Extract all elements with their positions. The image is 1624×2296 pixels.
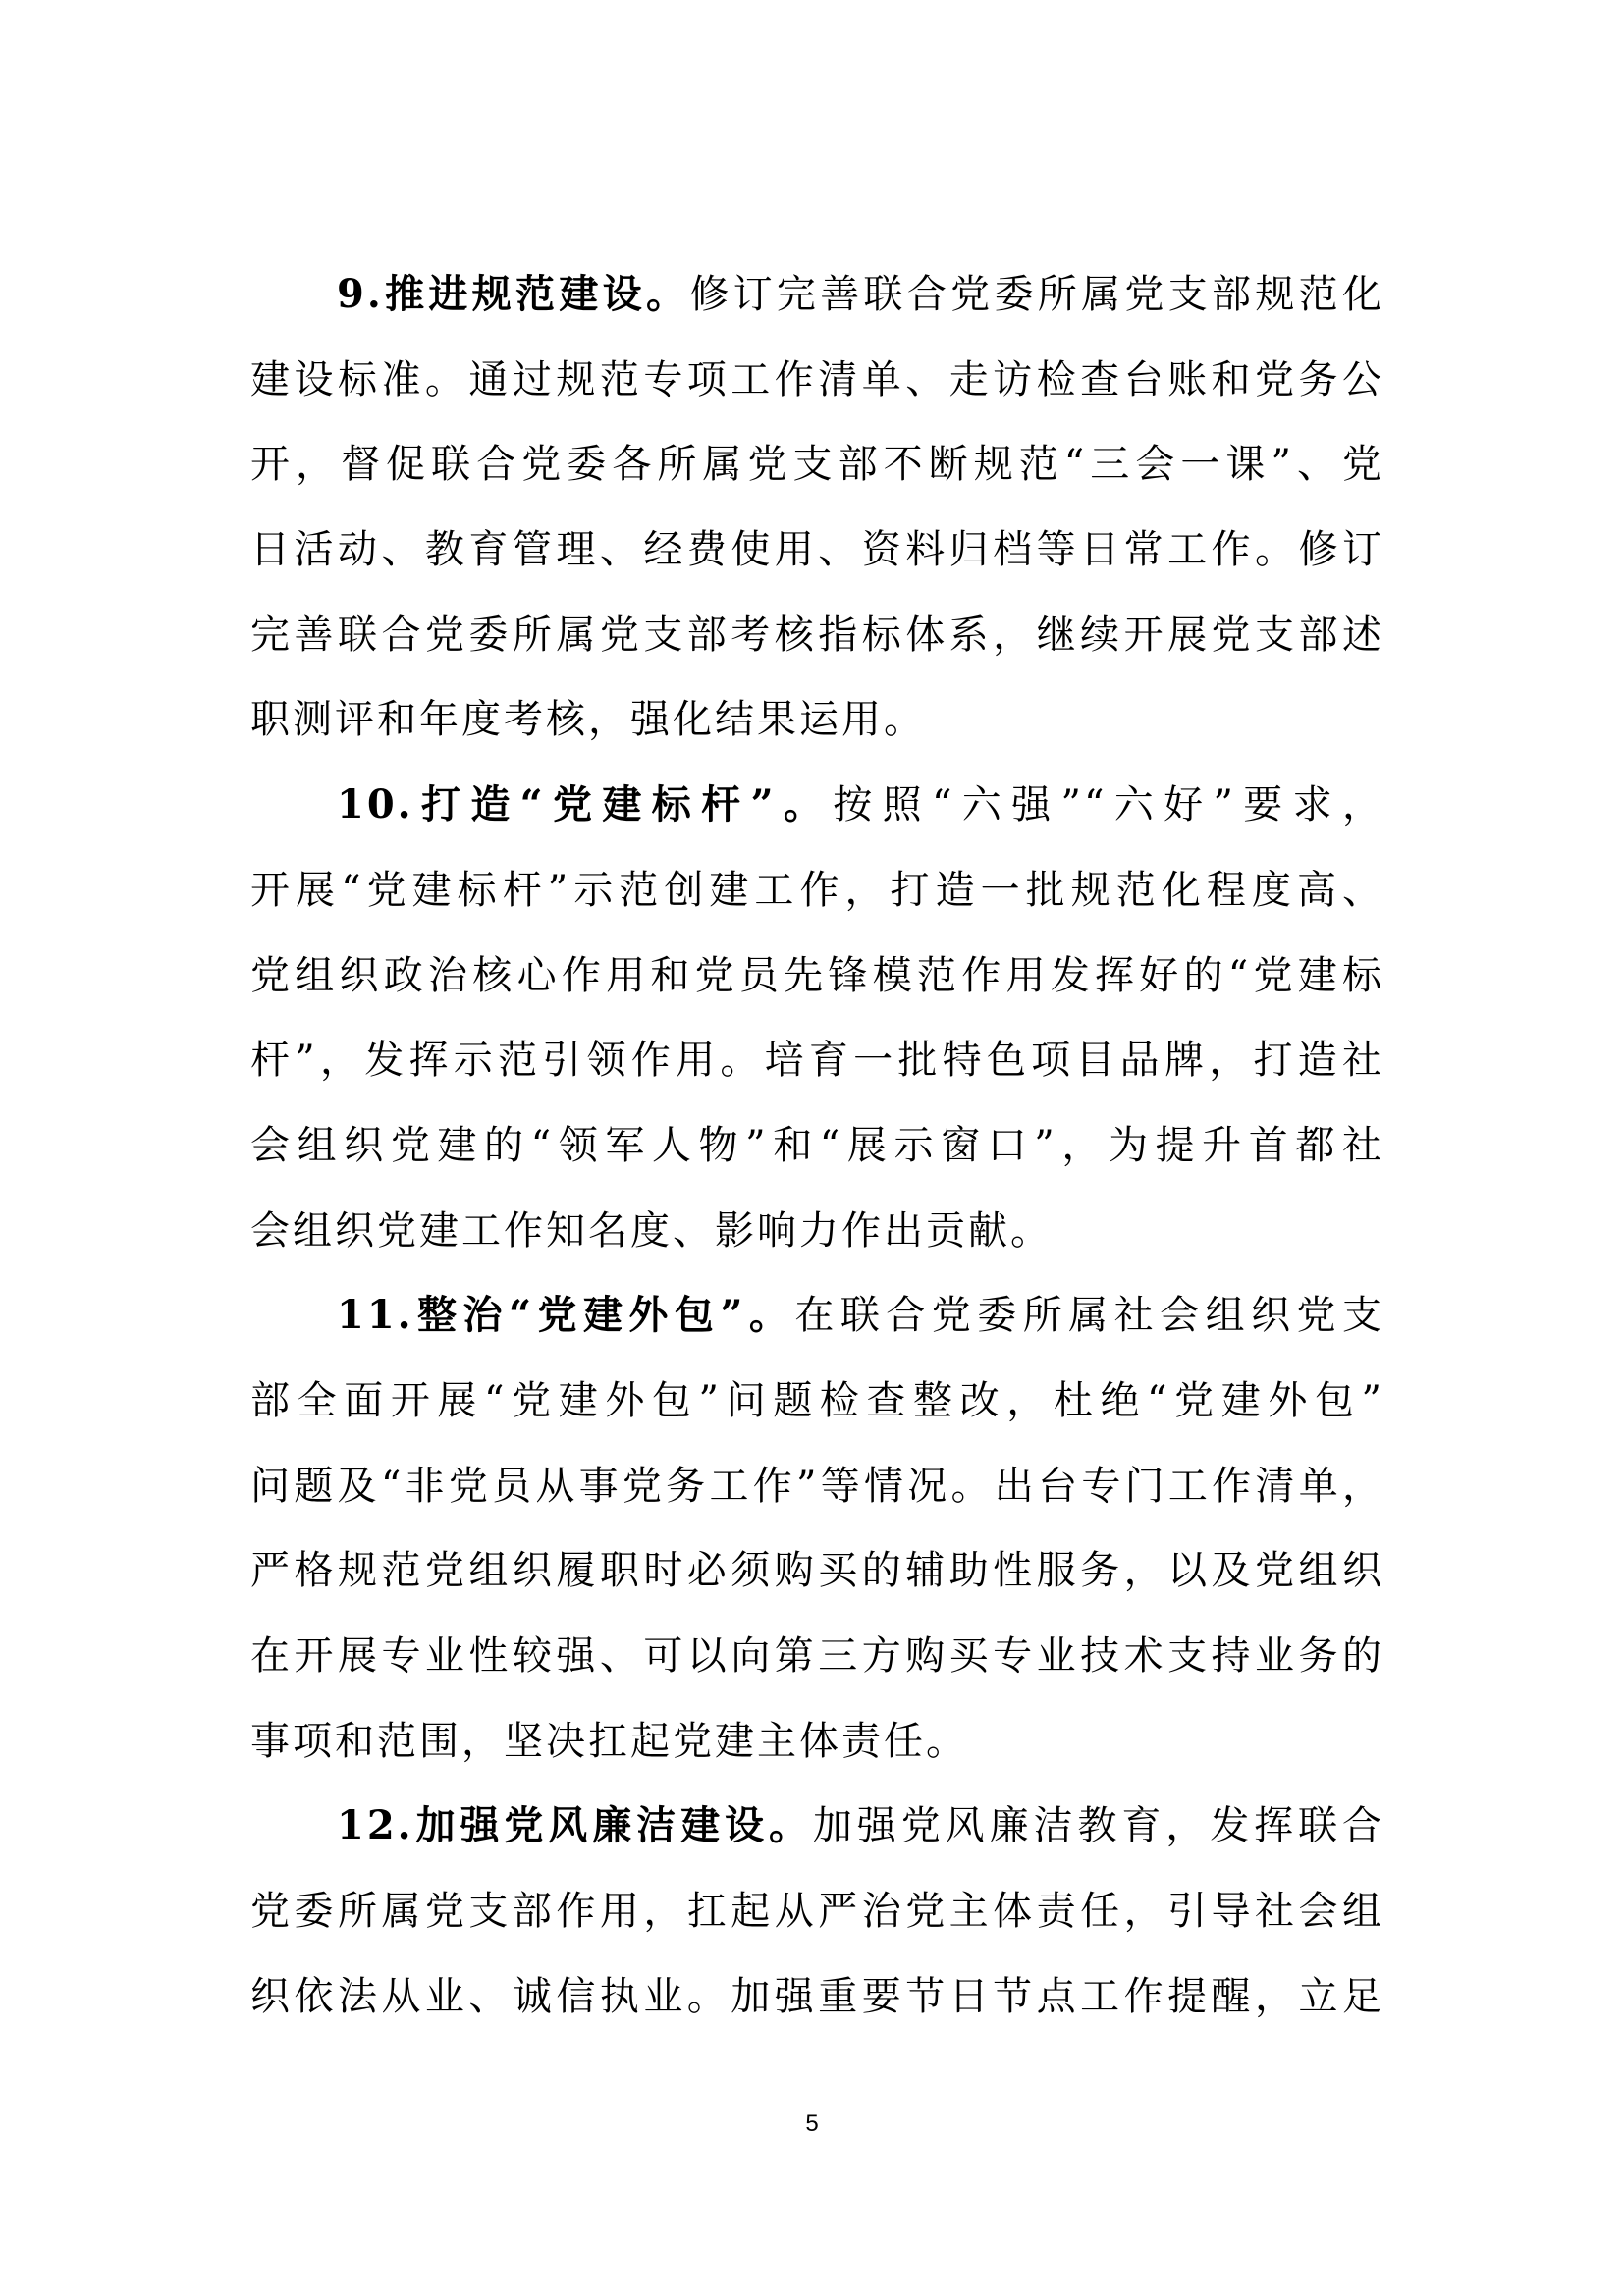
paragraph-line: 事项和范围，坚决扛起党建主体责任。 — [250, 1718, 968, 1764]
paragraph-line: 完善联合党委所属党支部考核指标体系，继续开展党支部述 — [250, 612, 1384, 658]
paragraph-line: 日活动、教育管理、经费使用、资料归档等日常工作。修订 — [250, 527, 1384, 573]
paragraph-12 — [250, 1784, 1384, 2039]
paragraph-line: 部全面开展“党建外包”问题检查整改，杜绝“党建外包” — [250, 1377, 1384, 1423]
paragraph-11 — [250, 1273, 1384, 1784]
paragraph-9 — [250, 252, 1384, 763]
paragraph-line: 织依法从业、诚信执业。加强重要节日节点工作提醒，立足 — [250, 1973, 1384, 2019]
paragraph-line: 会组织党建工作知名度、影响力作出贡献。 — [250, 1207, 1053, 1254]
paragraph-text: 在联合党委所属社会组织党支 — [794, 1293, 1385, 1339]
paragraph-heading: 10.打造“党建标杆”。 — [337, 781, 834, 828]
paragraph-line: 严格规范党组织履职时必须购买的辅助性服务，以及党组织 — [250, 1548, 1384, 1594]
paragraph-heading: 9.推进规范建设。 — [337, 271, 690, 317]
paragraph-text: 按照“六强”“六好”要求， — [833, 782, 1385, 828]
paragraph-10 — [250, 763, 1384, 1273]
paragraph-line: 开展“党建标杆”示范创建工作，打造一批规范化程度高、 — [250, 867, 1384, 913]
paragraph-line — [250, 1784, 1384, 1869]
paragraph-heading: 11.整治“党建外包”。 — [337, 1292, 795, 1339]
paragraph-heading: 12.加强党风廉洁建设。 — [337, 1802, 813, 1849]
document-body — [250, 252, 1384, 2039]
paragraph-line — [250, 252, 1384, 338]
paragraph-line: 职测评和年度考核，强化结果运用。 — [250, 697, 926, 743]
paragraph-line: 会组织党建的“领军人物”和“展示窗口”，为提升首都社 — [250, 1122, 1384, 1168]
paragraph-line: 建设标准。通过规范专项工作清单、走访检查台账和党务公 — [250, 356, 1384, 402]
paragraph-line — [250, 1273, 1384, 1359]
paragraph-line: 问题及“非党员从事党务工作”等情况。出台专门工作清单， — [250, 1463, 1384, 1509]
paragraph-line: 党组织政治核心作用和党员先锋模范作用发挥好的“党建标 — [250, 952, 1384, 998]
paragraph-line: 开，督促联合党委各所属党支部不断规范“三会一课”、党 — [250, 442, 1384, 488]
paragraph-line — [250, 763, 1384, 848]
paragraph-text: 修订完善联合党委所属党支部规范化 — [689, 272, 1384, 317]
paragraph-text: 加强党风廉洁教育，发挥联合 — [812, 1803, 1385, 1849]
page-number: 5 — [805, 2110, 819, 2137]
paragraph-line: 杆”，发挥示范引领作用。培育一批特色项目品牌，打造社 — [250, 1038, 1384, 1084]
paragraph-line: 党委所属党支部作用，扛起从严治党主体责任，引导社会组 — [250, 1889, 1384, 1935]
paragraph-line: 在开展专业性较强、可以向第三方购买专业技术支持业务的 — [250, 1633, 1384, 1679]
